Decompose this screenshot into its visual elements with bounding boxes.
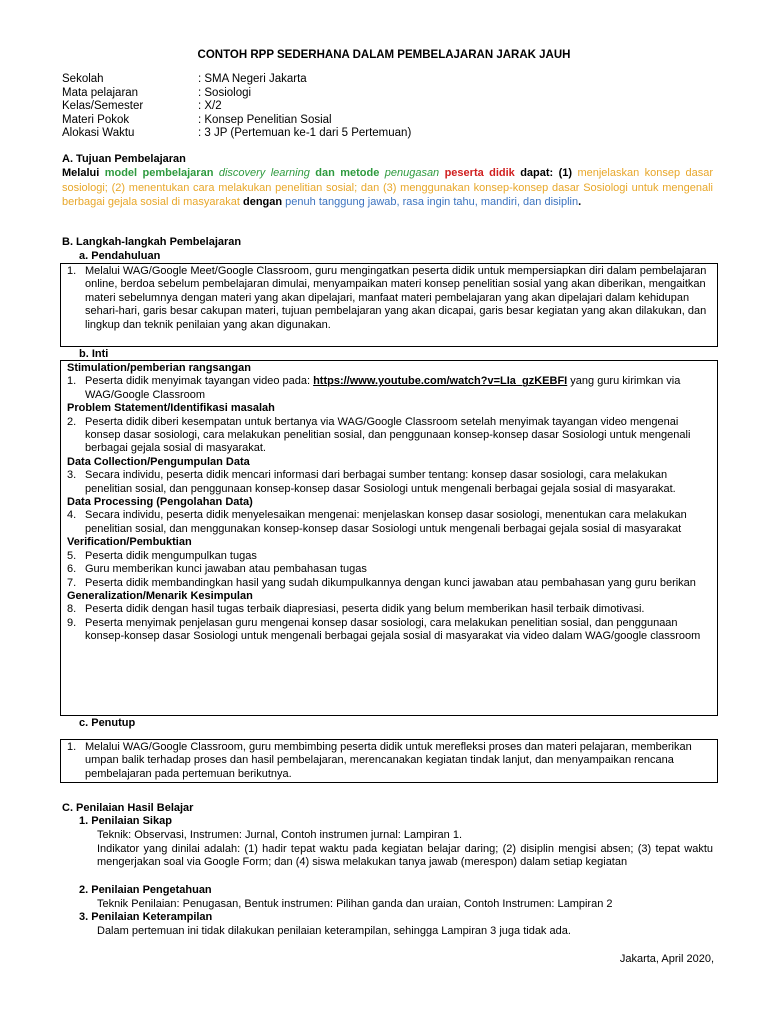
list-number: 7.: [67, 576, 77, 589]
identity-label: Materi Pokok: [62, 113, 130, 126]
list-item: [67, 265, 711, 332]
identity-row-subject: [62, 87, 411, 101]
list-item: [67, 741, 711, 781]
step-heading: Data Collection/Pengumpulan Data: [67, 455, 250, 468]
list-item: [67, 577, 711, 590]
identity-value: : Konsep Penelitian Sosial: [198, 113, 332, 126]
section-c-heading: C. Penilaian Hasil Belajar: [62, 802, 194, 814]
list-text: Guru memberikan kunci jawaban atau pembahasan tugas: [85, 563, 367, 576]
objective-method: dan metode: [309, 167, 385, 179]
objective-competencies: menjelaskan konsep dasar sosiologi; (2) menentukan cara melakukan penelitian sosial; dan (3) menggunakan konsep-konsep dasar Sosiologi untuk mengenali berbagai gejala sosial di masyarakat: [62, 167, 714, 209]
list-text: yang guru kirimkan via WAG/Google Classroom: [85, 375, 681, 401]
objective-with: dengan: [239, 196, 286, 209]
list-item: [67, 416, 711, 456]
subheading-inti: b. Inti: [79, 348, 109, 360]
document-title: CONTOH RPP SEDERHANA DALAM PEMBELAJARAN JARAK JAUH: [197, 49, 571, 61]
assessment-attitude-indicators: Indikator yang dinilai adalah: (1) hadir tepat waktu pada kegiatan belajar daring; (2) disiplin mengisi absen; (3) tepat waktu mengerjakan soal via Google Form; dan (4) siswa melakukan tanya jawab (merespon) dalam setiap kegiatan: [97, 843, 713, 869]
step-heading: Verification/Pembuktian: [67, 536, 192, 549]
identity-value: : X/2: [198, 100, 222, 113]
assessment-knowledge-technique: Teknik Penilaian: Penugasan, Bentuk instrumen: Pilihan ganda dan uraian, Contoh Instrumen: Lampiran 2: [97, 898, 613, 910]
section-a-heading: A. Tujuan Pembelajaran: [62, 153, 186, 165]
identity-label: Kelas/Semester: [62, 100, 144, 113]
list-text: Secara individu, peserta didik mencari informasi dari berbagai sumber tentang: konsep dasar sosiologi, cara melakukan penelitian sosial, dan penggunaan konsep-konsep dasar Sosiologi untuk mengenali berbagai gejala sosial di masyarakat.: [85, 469, 676, 495]
video-link[interactable]: https://www.youtube.com/watch?v=LIa_gzKEBFI: [313, 375, 568, 388]
objective-text: Melalui: [62, 167, 105, 179]
objective-can: dapat: (1): [514, 167, 578, 179]
identity-value: : 3 JP (Pertemuan ke-1 dari 5 Pertemuan): [198, 127, 412, 140]
identity-label: Alokasi Waktu: [62, 127, 135, 140]
assessment-knowledge-title: 2. Penilaian Pengetahuan: [79, 884, 212, 896]
list-number: 6.: [67, 563, 77, 576]
list-number: 8.: [67, 603, 77, 616]
list-number: 4.: [67, 509, 77, 522]
learning-objectives-paragraph: [62, 166, 713, 210]
objective-discovery: discovery learning: [218, 167, 310, 179]
identity-row-school: [62, 73, 411, 87]
list-text: Melalui WAG/Google Classroom, guru membimbing peserta didik untuk merefleksi proses dan materi pelajaran, memberikan umpan balik terhadap proses dan hasil pembelajaran, merencanakan kegiatan tindak lanjut, dan menyampaikan rencana pembelajaran pada pertemuan berikutnya.: [85, 741, 692, 780]
subheading-penutup: c. Penutup: [79, 717, 136, 729]
list-item: [67, 375, 711, 402]
objective-model: model pembelajaran: [104, 167, 219, 179]
list-item: [67, 469, 711, 496]
identity-value: : SMA Negeri Jakarta: [198, 73, 307, 85]
identity-label: Mata pelajaran: [62, 86, 139, 99]
list-text: Melalui WAG/Google Meet/Google Classroom, guru mengingatkan peserta didik untuk mempersiapkan diri dalam pembelajaran online, berdoa sebelum pembelajaran dimulai, menyampaikan materi konsep penelitian sosial yang akan diberikan, mengaitkan materi sebelumnya dengan materi yang akan dipelajari, manfaat materi pembelajaran yang akan dipelajari dalam kehidupan sehari-hari, garis besar cakupan materi, tujuan pembelajaran yang akan dicapai, garis besar kegiatan yang akan dilakukan, dan lingkup dan teknik penilaian yang akan digunakan.: [85, 265, 707, 331]
list-number: 9.: [67, 616, 77, 629]
list-item: [67, 563, 711, 576]
step-heading: Generalization/Menarik Kesimpulan: [67, 589, 253, 602]
list-text: Peserta didik membandingkan hasil yang sudah dikumpulkannya dengan kunci jawaban atau pembahasan yang guru berikan: [85, 576, 696, 589]
penutup-box: [60, 739, 718, 783]
list-number: 2.: [67, 415, 77, 428]
subheading-pendahuluan: a. Pendahuluan: [79, 250, 161, 262]
inti-box: [60, 360, 718, 716]
section-b-heading: B. Langkah-langkah Pembelajaran: [62, 236, 242, 248]
list-number: 3.: [67, 469, 77, 482]
list-item: [67, 617, 711, 644]
objective-students: peserta didik: [439, 167, 515, 179]
identity-table: [62, 73, 411, 141]
step-heading: Problem Statement/Identifikasi masalah: [67, 402, 275, 415]
assessment-skill-note: Dalam pertemuan ini tidak dilakukan penilaian keterampilan, sehingga Lampiran 3 juga tidak ada.: [97, 925, 571, 937]
list-number: 1.: [67, 741, 77, 753]
step-heading: Data Processing (Pengolahan Data): [67, 496, 253, 509]
objective-assignment: penugasan: [384, 167, 440, 179]
place-date: Jakarta, April 2020,: [619, 953, 714, 965]
list-text: Peserta didik mengumpulkan tugas: [85, 549, 257, 562]
list-item: [67, 509, 711, 536]
list-number: 1.: [67, 375, 77, 388]
objective-period: .: [578, 196, 582, 209]
identity-value: : Sosiologi: [198, 86, 252, 99]
identity-row-time: [62, 127, 411, 141]
objective-attitudes: penuh tanggung jawab, rasa ingin tahu, mandiri, dan disiplin: [285, 196, 579, 209]
identity-row-topic: [62, 114, 411, 128]
list-text: Peserta menyimak penjelasan guru mengenai konsep dasar sosiologi, cara melakukan penelitian sosial, dan penggunaan konsep-konsep dasar Sosiologi untuk mengenali berbagai gejala sosial di masyarakat via video dalam WAG/google classroom: [85, 616, 701, 643]
identity-label: Sekolah: [62, 73, 104, 85]
assessment-attitude-technique: Teknik: Observasi, Instrumen: Jurnal, Contoh instrumen jurnal: Lampiran 1.: [97, 829, 462, 841]
list-text: Peserta didik diberi kesempatan untuk bertanya via WAG/Google Classroom setelah menyimak tayangan video mengenai konsep dasar sosiologi, cara melakukan penelitian sosial, dan penggunaan konsep-konsep dasar Sosiologi untuk mengenali berbagai gejala sosial di masyarakat.: [85, 415, 691, 455]
list-item: [67, 550, 711, 563]
list-item: [67, 603, 711, 616]
list-text: Peserta didik dengan hasil tugas terbaik diapresiasi, peserta didik yang belum memberikan hasil terbaik dimotivasi.: [85, 603, 645, 616]
list-number: 5.: [67, 549, 77, 562]
assessment-attitude-title: 1. Penilaian Sikap: [79, 815, 172, 827]
assessment-skill-title: 3. Penilaian Keterampilan: [79, 911, 213, 923]
pendahuluan-box: [60, 263, 718, 347]
list-text: Secara individu, peserta didik menyelesaikan mengenai: menjelaskan konsep dasar sosiologi, menentukan cara melakukan penelitian sosial, dan menggunakan konsep-konsep dasar Sosiologi untuk mengenali berbagai gejala sosial di masyarakat: [85, 509, 687, 535]
list-number: 1.: [67, 265, 77, 277]
list-text: Peserta didik menyimak tayangan video pada:: [85, 375, 314, 388]
identity-row-class: [62, 100, 411, 114]
step-heading: Stimulation/pemberian rangsangan: [67, 362, 251, 374]
